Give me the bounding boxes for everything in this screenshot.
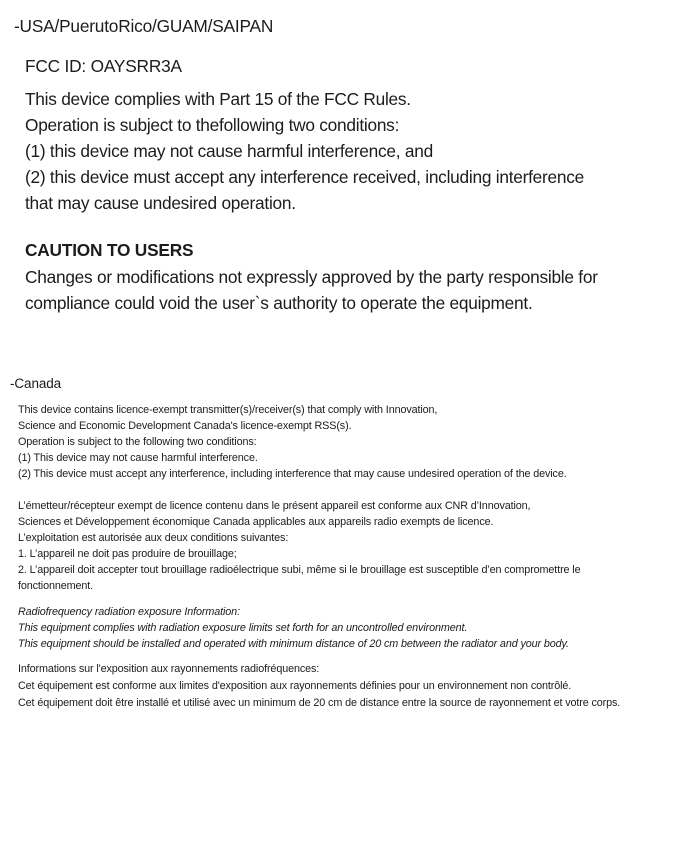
canada-french-line: L’émetteur/récepteur exempt de licence contenu dans le présent appareil est conforme aux CNR d’Innovation, [18,500,531,512]
rf-exposure-french-line: Informations sur l'exposition aux rayonnements radiofréquences: [18,663,320,675]
canada-section-heading: -Canada [10,376,62,391]
caution-line: compliance could void the user`s authority to operate the equipment. [25,293,533,313]
rf-exposure-line: Radiofrequency radiation exposure Information: [18,606,240,618]
canada-french-paragraph [18,498,580,594]
usa-section-heading: -USA/PuerutoRico/GUAM/SAIPAN [14,16,274,36]
fcc-compliance-paragraph [25,86,584,216]
caution-heading: CAUTION TO USERS [25,240,194,260]
fcc-compliance-line: This device complies with Part 15 of the FCC Rules. [25,89,411,109]
rf-exposure-french-line: Cet équipement est conforme aux limites d'exposition aux rayonnements définies pour un environnement non contrôlé. [18,680,572,692]
canada-french-line: L’exploitation est autorisée aux deux conditions suivantes: [18,532,289,544]
fcc-compliance-line: that may cause undesired operation. [25,193,296,213]
fcc-compliance-line: (1) this device may not cause harmful interference, and [25,141,433,161]
fcc-compliance-line: (2) this device must accept any interference received, including interference [25,167,585,187]
rf-exposure-french-paragraph [18,661,620,712]
canada-french-line: Sciences et Développement économique Canada applicables aux appareils radio exempts de licence. [18,516,494,528]
rf-exposure-paragraph [18,604,569,652]
canada-english-paragraph [18,402,567,482]
canada-french-line: fonctionnement. [18,580,94,592]
rf-exposure-line: This equipment should be installed and operated with minimum distance of 20 cm between the radiator and your body. [18,638,569,650]
canada-french-line: 1. L’appareil ne doit pas produire de brouillage; [18,548,237,560]
rf-exposure-line: This equipment complies with radiation exposure limits set forth for an uncontrolled environment. [18,622,468,634]
canada-english-line: (1) This device may not cause harmful interference. [18,452,258,464]
canada-english-line: (2) This device must accept any interference, including interference that may cause undesired operation of the device. [18,468,567,480]
rf-exposure-french-line: Cet équipement doit être installé et utilisé avec un minimum de 20 cm de distance entre la source de rayonnement et votre corps. [18,697,621,709]
canada-french-line: 2. L’appareil doit accepter tout brouillage radioélectrique subi, même si le brouillage est susceptible d’en compromettre le [18,564,581,576]
canada-english-line: Operation is subject to the following two conditions: [18,436,257,448]
fcc-compliance-line: Operation is subject to thefollowing two conditions: [25,115,400,135]
caution-paragraph [25,264,598,316]
canada-english-line: Science and Economic Development Canada's licence-exempt RSS(s). [18,420,352,432]
canada-english-line: This device contains licence-exempt transmitter(s)/receiver(s) that comply with Innovation, [18,404,438,416]
caution-line: Changes or modifications not expressly approved by the party responsible for [25,267,598,287]
fcc-id-text: FCC ID: OAYSRR3A [25,56,182,76]
